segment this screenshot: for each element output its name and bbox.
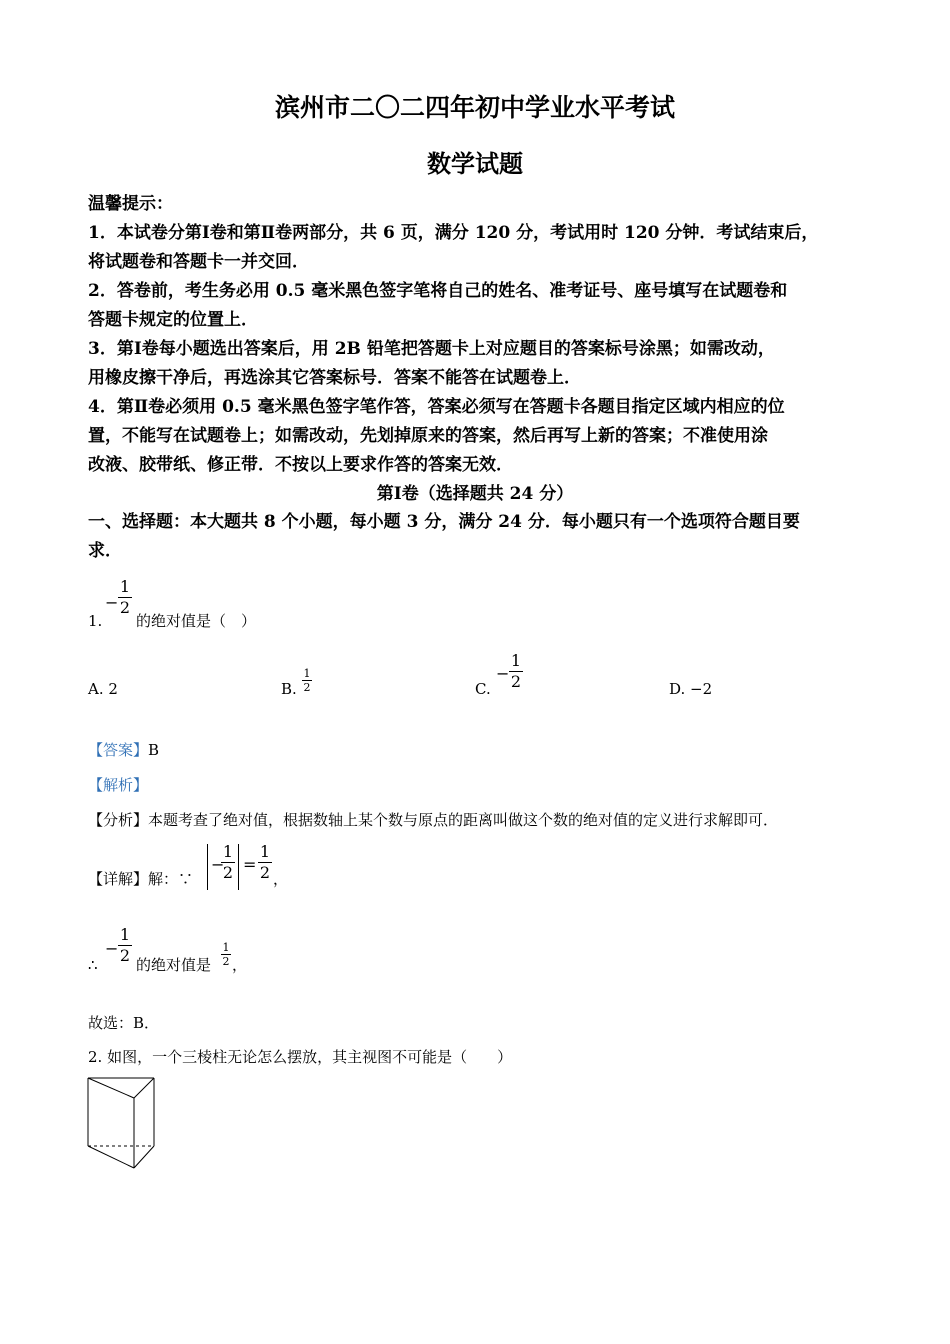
therefore-symbol: ∴ — [88, 956, 98, 974]
q1-frac-den: 2 — [119, 598, 131, 617]
notice-line: 用橡皮擦干净后，再选涂其它答案标号．答案不能答在试题卷上． — [88, 368, 581, 388]
detail-result-fraction — [258, 843, 272, 882]
option-d — [669, 680, 712, 698]
analysis-tag: 【解析】 — [88, 776, 149, 794]
option-c-den: 2 — [510, 672, 522, 691]
notice-line: 2．答卷前，考生务必用 0.5 毫米黑色签字笔将自己的姓名、准考证号、座号填写在试题卷和 — [88, 281, 788, 301]
q1-stem-tail: 的绝对值是（ ） — [136, 612, 257, 630]
notice-line: 将试题卷和答题卡一并交回． — [88, 252, 309, 272]
option-b-label: B. — [281, 680, 297, 698]
choose-line: 故选：B． — [88, 1014, 160, 1032]
notice-line: 3．第Ⅰ卷每小题选出答案后，用 2B 铅笔把答题卡上对应题目的答案标号涂黑；如需改动， — [88, 339, 775, 359]
option-a-value: 2 — [108, 680, 118, 698]
option-d-label: D. — [669, 680, 686, 698]
detail-line — [88, 869, 193, 889]
therefore-result-fraction — [221, 942, 231, 967]
detail-num: 1 — [222, 842, 234, 861]
fenxi-text: 本题考查了绝对值，根据数轴上某个数与原点的距离叫做这个数的绝对值的定义进行求解即可． — [148, 811, 779, 829]
q2-stem: 2. 如图，一个三棱柱无论怎么摆放，其主视图不可能是（ ） — [88, 1048, 513, 1066]
notice-line: 1．本试卷分第Ⅰ卷和第Ⅱ卷两部分，共 6 页，满分 120 分，考试用时 120 分钟．考试结束后， — [88, 223, 819, 243]
notice-line: 答题卡规定的位置上． — [88, 310, 258, 330]
fenxi-line — [88, 810, 778, 830]
q1-frac-num: 1 — [119, 577, 131, 596]
answer-tag: 【答案】 — [88, 741, 149, 759]
section-intro: 一、选择题：本大题共 8 个小题，每小题 3 分，满分 24 分．每小题只有一个选项符合题目要 — [88, 512, 800, 532]
exam-subtitle: 数学试题 — [427, 149, 523, 178]
section-heading: 第Ⅰ卷（选择题共 24 分） — [376, 484, 574, 504]
detail-fraction — [221, 843, 235, 882]
option-d-value: −2 — [690, 680, 713, 698]
answer-line — [88, 740, 159, 760]
notice-line: 置，不能写在试题卷上；如需改动，先划掉原来的答案，然后再写上新的答案；不准使用涂 — [88, 426, 768, 446]
detail-den: 2 — [222, 863, 234, 882]
option-a — [88, 680, 118, 698]
option-c-fraction — [509, 652, 523, 691]
option-c-num: 1 — [510, 651, 522, 670]
option-c-label: C. — [475, 680, 491, 698]
q1-number: 1. — [88, 612, 103, 630]
therefore-fraction — [118, 926, 132, 965]
section-intro-cont: 求． — [88, 541, 122, 561]
option-a-label: A. — [88, 680, 104, 698]
therefore-minus: − — [105, 939, 119, 958]
detail-rnum: 1 — [259, 842, 271, 861]
q1-fraction — [118, 578, 132, 617]
option-b-den: 2 — [303, 681, 311, 694]
notice-line: 4．第Ⅱ卷必须用 0.5 毫米黑色签字笔作答，答案必须写在答题卡各题目指定区域内相应的位 — [88, 397, 785, 417]
detail-prefix: 解：∵ — [148, 870, 194, 888]
option-b-num: 1 — [303, 667, 311, 680]
answer-value: B — [148, 741, 160, 759]
option-b-fraction — [302, 668, 312, 693]
therefore-comma: ， — [232, 956, 248, 974]
notice-heading: 温馨提示： — [88, 194, 173, 214]
detail-comma: ， — [273, 870, 289, 888]
detail-tag: 【详解】 — [88, 870, 149, 888]
therefore-den: 2 — [119, 946, 131, 965]
therefore-rnum: 1 — [222, 941, 230, 954]
therefore-text: 的绝对值是 — [136, 956, 212, 974]
triangular-prism-figure — [82, 1072, 162, 1172]
therefore-num: 1 — [119, 925, 131, 944]
option-c-minus: − — [496, 664, 510, 683]
detail-rden: 2 — [259, 863, 271, 882]
q1-minus: − — [105, 593, 119, 612]
exam-title: 滨州市二〇二四年初中学业水平考试 — [274, 93, 675, 122]
detail-equals: = — [243, 855, 257, 874]
detail-minus: − — [211, 855, 225, 874]
fenxi-tag: 【分析】 — [88, 811, 149, 829]
notice-line: 改液、胶带纸、修正带．不按以上要求作答的答案无效． — [88, 455, 513, 475]
therefore-rden: 2 — [222, 955, 230, 968]
